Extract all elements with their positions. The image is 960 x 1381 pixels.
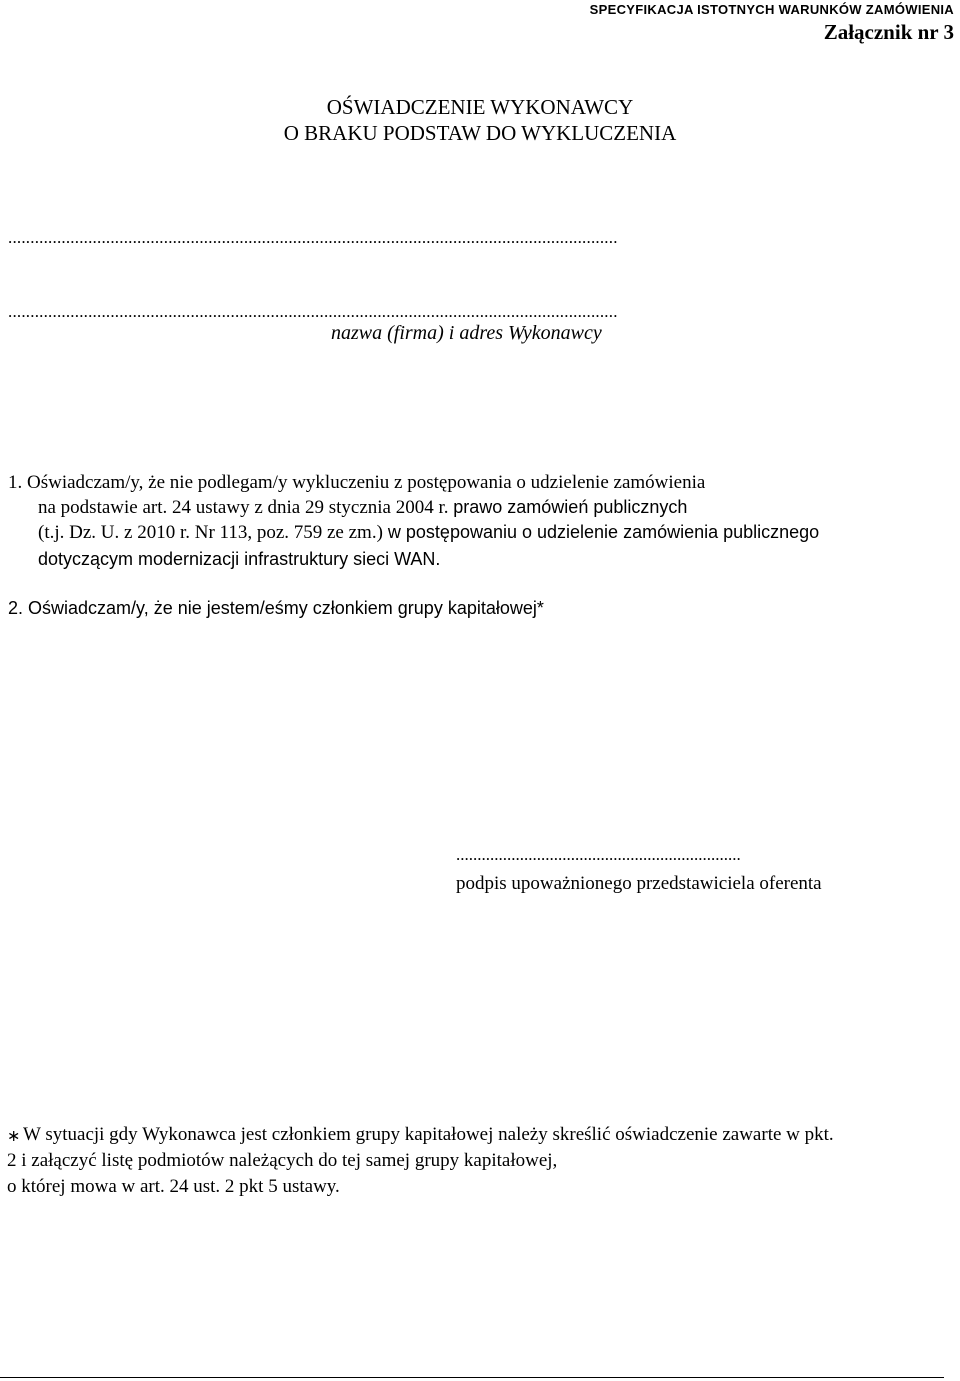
attachment-number: Załącznik nr 3 [823, 20, 954, 44]
point-1-line-3-serif: (t.j. Dz. U. z 2010 r. Nr 113, poz. 759 ze zm.) [38, 522, 383, 543]
point-1-line-2-serif: na podstawie art. 24 ustawy z dnia 29 stycznia 2004 r. [38, 497, 454, 518]
point-1-line-1: 1. Oświadczam/y, że nie podlegam/y wykluczeniu z postępowania o udzielenie zamówienia [8, 472, 706, 493]
footnote-line-2: 2 i załączyć listę podmiotów należących do tej samej grupy kapitałowej, [7, 1150, 558, 1171]
document-title-line-1: OŚWIADCZENIE WYKONAWCY [326, 95, 634, 119]
footnote-line-1: W sytuacji gdy Wykonawca jest członkiem grupy kapitałowej należy skreślić oświadczenie zawarte w pkt. [23, 1124, 834, 1145]
footnote-line-3: o której mowa w art. 24 ust. 2 pkt 5 ustawy. [7, 1176, 340, 1197]
point-1-line-2 [38, 497, 687, 519]
spec-header: SPECYFIKACJA ISTOTNYCH WARUNKÓW ZAMÓWIENIA [589, 2, 954, 17]
point-1-line-4: dotyczącym modernizacji infrastruktury sieci WAN. [38, 549, 441, 569]
signature-field[interactable]: ................................................................... [456, 845, 741, 864]
page-bottom-divider [0, 1377, 944, 1378]
point-1-line-3-sans: w postępowaniu o udzielenie zamówienia publicznego [382, 522, 820, 542]
point-2: 2. Oświadczam/y, że nie jestem/eśmy członkiem grupy kapitałowej* [8, 598, 544, 618]
document-title-line-2: O BRAKU PODSTAW DO WYKLUCZENIA [283, 121, 677, 145]
footnote-marker-icon: ∗ [7, 1128, 21, 1145]
contractor-address-field[interactable]: ......................................................................................................................................... [8, 302, 618, 321]
point-1-line-2-sans: prawo zamówień publicznych [453, 497, 688, 517]
contractor-name-field[interactable]: ......................................................................................................................................... [8, 228, 618, 247]
point-1-line-3 [38, 522, 819, 544]
contractor-label: nazwa (firma) i adres Wykonawcy [331, 322, 602, 344]
signature-label: podpis upoważnionego przedstawiciela oferenta [456, 873, 822, 894]
